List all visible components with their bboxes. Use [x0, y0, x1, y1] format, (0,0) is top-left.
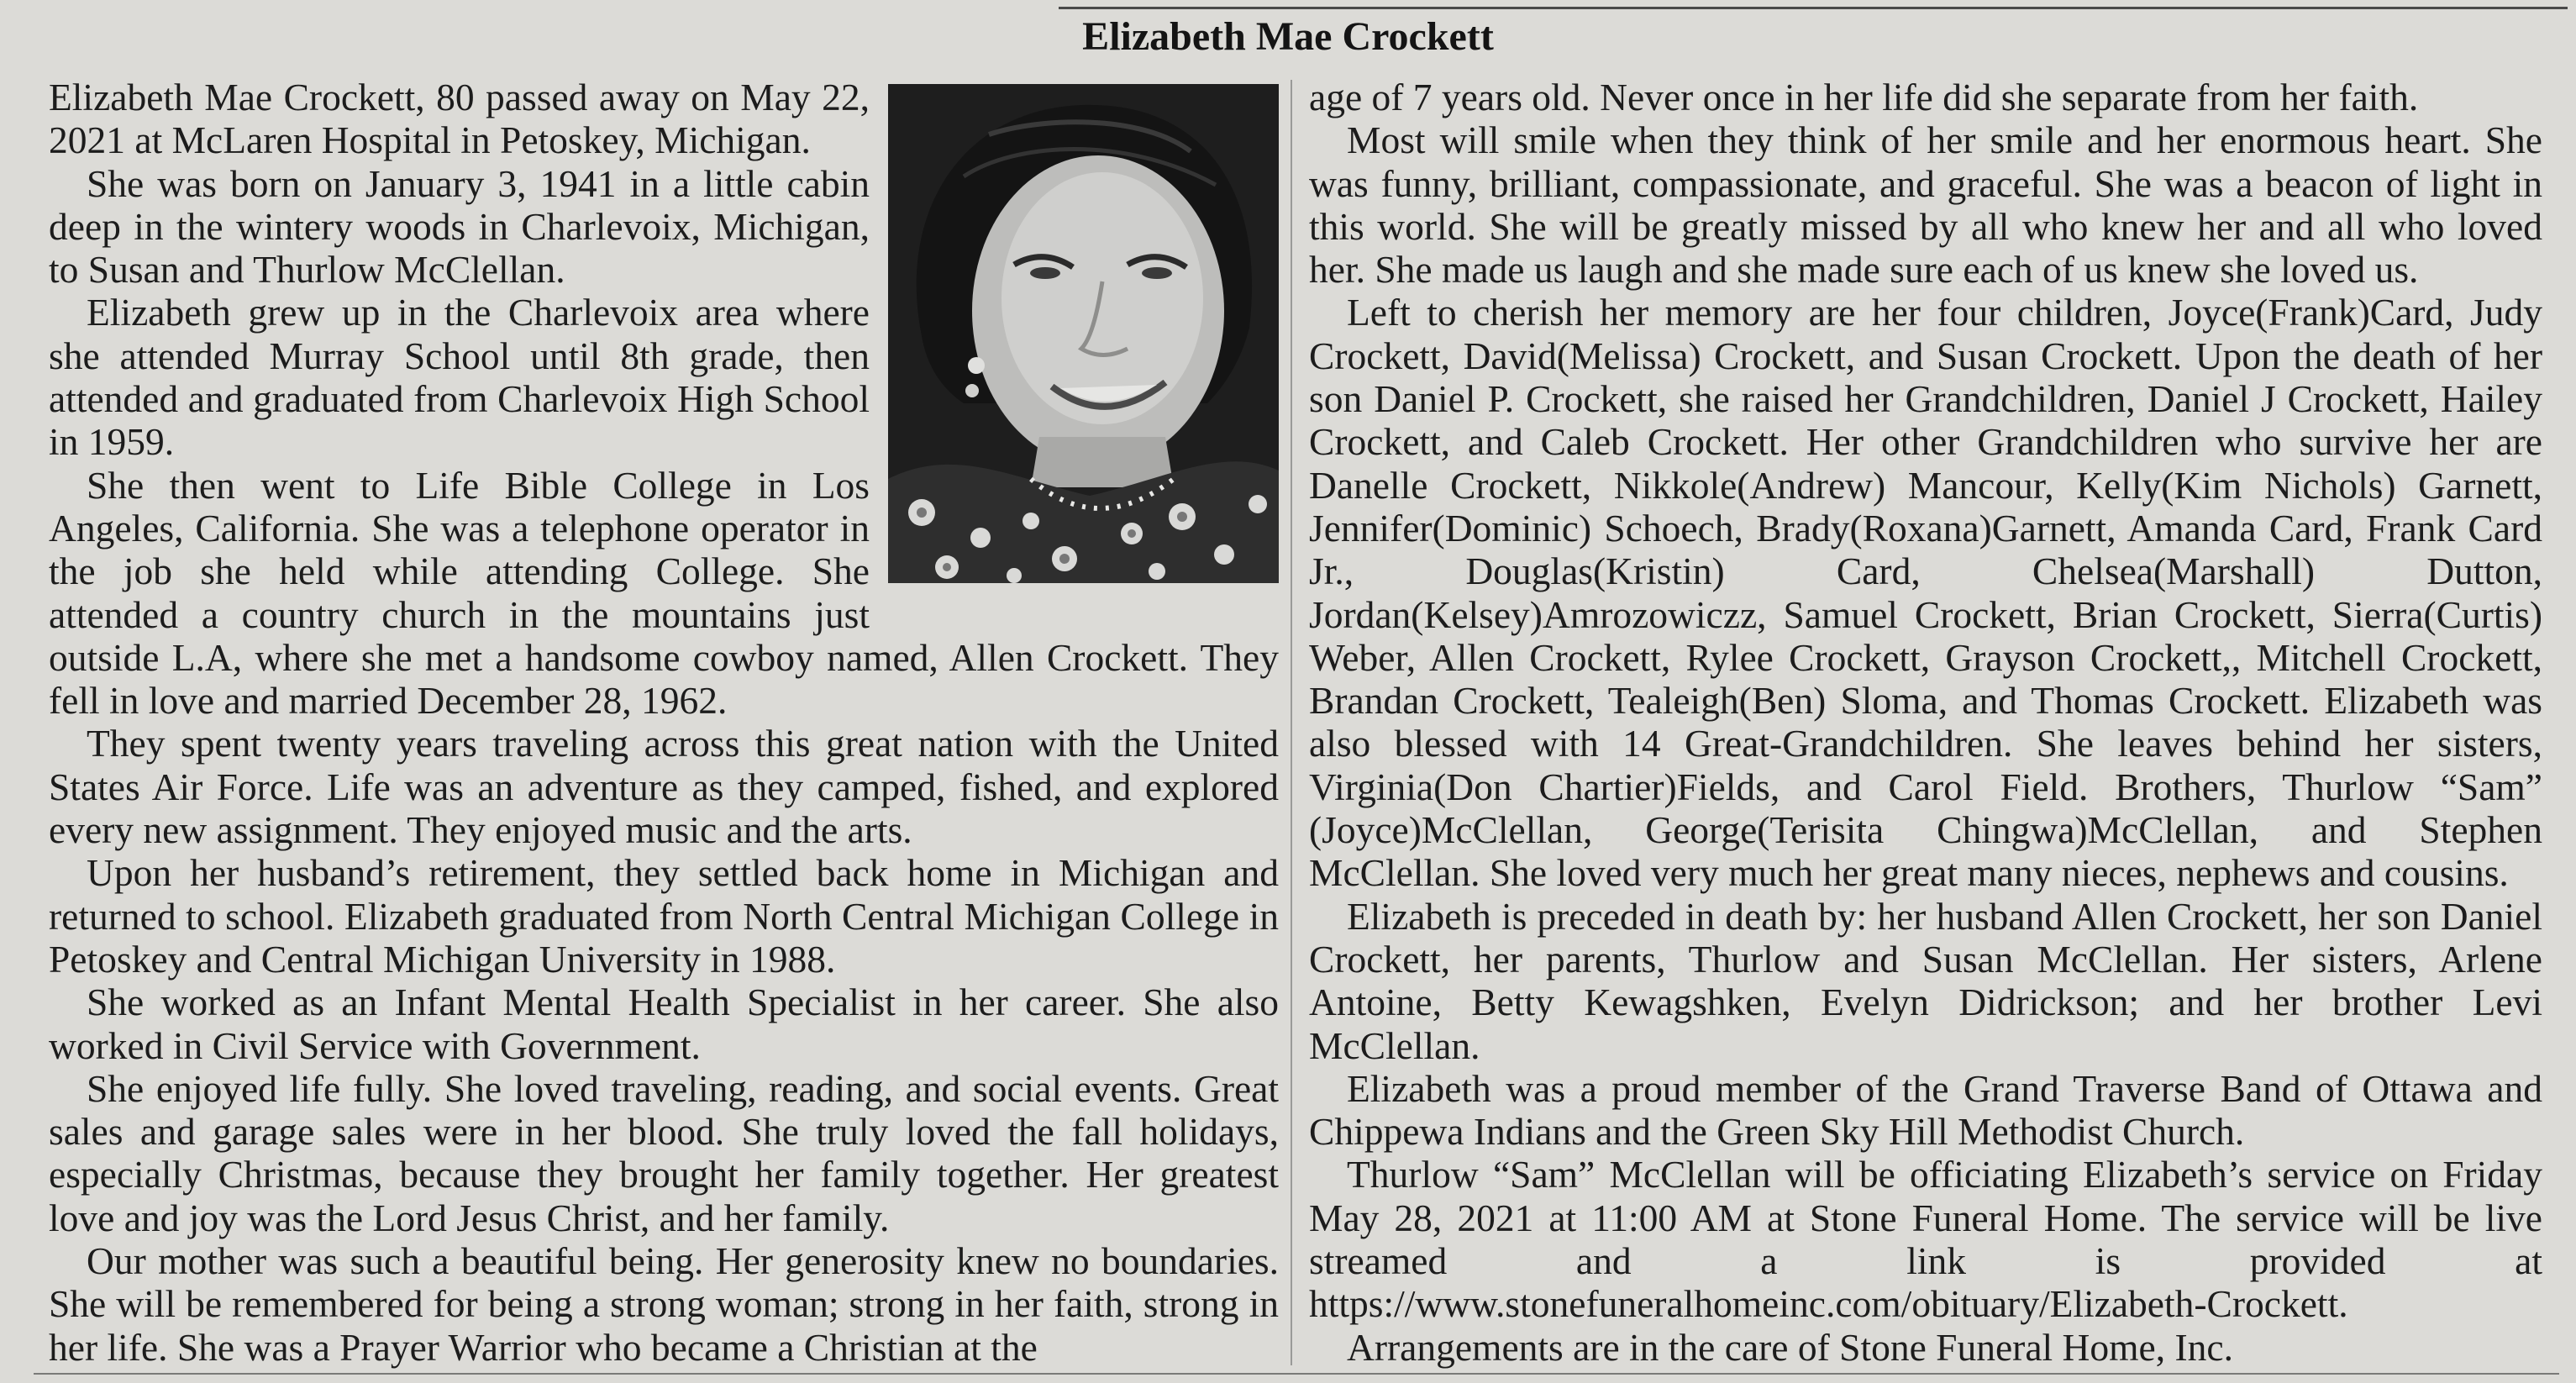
- paragraph-birth: She was born on January 3, 1941 in a little cabin deep in the wintery woods in Charlevoix, Michigan, to Susan and Thurlow McClellan.: [49, 161, 870, 292]
- paragraph-survivors: Left to cherish her memory are her four children, Joyce(Frank)Card, Judy Crockett, David(Melissa) Crockett, and Susan Crockett. Upon the death of her son Daniel P. Crockett, she raised her Grandchildren, Daniel J Crockett, Hailey Crockett, and Caleb Crockett. Her other Grandchildren who survive her are Danelle Crockett, Nikkole(Andrew) Mancour, Kelly(Kim Nichols) Garnett, Jennifer(Dominic) Schoech, Brady(Roxana)Garnett, Amanda Card, Frank Card Jr., Douglas(Kristin) Card, Chelsea(Marshall) Dutton, Jordan(Kelsey)Amrozowiczz, Samuel Crockett, Brian Crockett, Sierra(Curtis) Weber, Allen Crockett, Rylee Crockett, Grayson Crockett,, Mitchell Crockett, Brandan Crockett, Tealeigh(Ben) Sloma, and Thomas Crockett. Elizabeth was also blessed with 14 Great-Grandchildren. She leaves behind her sisters, Virginia(Don Chartier)Fields, and Carol Field. Brothers, Thurlow “Sam” (Joyce)McClellan, George(Terisita Chingwa)McClellan, and Stephen McClellan. She loved very much her great many nieces, nephews and cousins.: [1309, 291, 2542, 895]
- left-column: [49, 76, 1279, 1369]
- paragraph-membership: Elizabeth was a proud member of the Grand Traverse Band of Ottawa and Chippewa Indians and the Green Sky Hill Methodist Church.: [1309, 1066, 2542, 1154]
- paragraph-death-notice: Elizabeth Mae Crockett, 80 passed away on May 22, 2021 at McLaren Hospital in Petoskey, Michigan.: [49, 76, 870, 162]
- paragraph-college-marriage: She then went to Life Bible College in Los Angeles, California. She was a telephone operator in the job she held while attending College. She attended a country church in the mountains just outside L.A, where she met a handsome cowboy named, Allen Crockett. They fell in love and married December 28, 1962.: [49, 463, 1279, 723]
- bottom-rule: [34, 1373, 2559, 1375]
- paragraph-career: She worked as an Infant Mental Health Specialist in her career. She also worked in Civil Service with Government.: [49, 981, 1279, 1067]
- paragraph-childhood: Elizabeth grew up in the Charlevoix area where she attended Murray School until 8th grade, then attended and graduated from Charlevoix High School in 1959.: [49, 291, 870, 464]
- paragraph-character: Our mother was such a beautiful being. Her generosity knew no boundaries. She will be remembered for being a strong woman; strong in her faith, strong in her life. She was a Prayer Warrior who became a Christian at the: [49, 1239, 1279, 1369]
- paragraph-air-force: They spent twenty years traveling across this great nation with the United States Air Force. Life was an adventure as they camped, fished, and explored every new assignment. They enjoyed music and the arts.: [49, 722, 1279, 852]
- top-rule: [1059, 7, 2568, 9]
- paragraph-retirement: Upon her husband’s retirement, they settled back home in Michigan and returned to school. Elizabeth graduated from North Central Michigan College in Petoskey and Central Michigan University in 1988.: [49, 851, 1279, 981]
- right-column: [1309, 76, 2542, 1369]
- portrait-photo: [888, 84, 1279, 583]
- paragraph-continuation: age of 7 years old. Never once in her life did she separate from her faith.: [1309, 76, 2419, 118]
- paragraph-interests: She enjoyed life fully. She loved traveling, reading, and social events. Great sales and garage sales were in her blood. She truly loved the fall holidays, especially Christmas, because they brought her family together. Her greatest love and joy was the Lord Jesus Christ, and her family.: [49, 1066, 1279, 1239]
- paragraph-remembrance: Most will smile when they think of her smile and her enormous heart. She was funny, brilliant, compassionate, and graceful. She was a beacon of light in this world. She will be greatly missed by all who knew her and all who loved her. She made us laugh and she made sure each of us knew she loved us.: [1309, 118, 2542, 292]
- column-divider: [1291, 80, 1292, 1365]
- paragraph-arrangements: Arrangements are in the care of Stone Funeral Home, Inc.: [1347, 1325, 2233, 1369]
- paragraph-preceded: Elizabeth is preceded in death by: her husband Allen Crockett, her son Daniel Crockett, her parents, Thurlow and Susan McClellan. Her sisters, Arlene Antoine, Betty Kewagshken, Evelyn Didrickson; and her brother Levi McClellan.: [1309, 894, 2542, 1067]
- obituary-title: Elizabeth Mae Crockett: [1082, 14, 1494, 59]
- paragraph-service: Thurlow “Sam” McClellan will be officiating Elizabeth’s service on Friday May 28, 2021 at 11:00 AM at Stone Funeral Home. The service will be live streamed and a link is provided at https://www.stonefuneralhomeinc.com/obituary/Elizabeth-Crockett.: [1309, 1153, 2542, 1326]
